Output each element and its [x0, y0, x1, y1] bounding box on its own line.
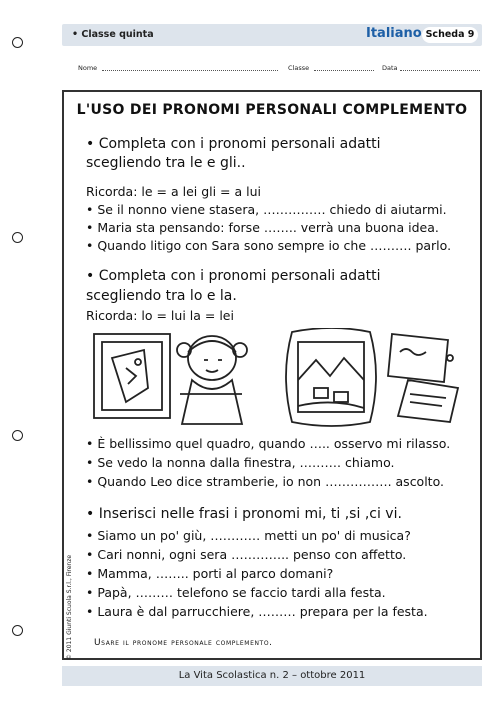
- reminder-2: Ricorda: lo = lui la = lei: [86, 308, 234, 323]
- letters-icon: [388, 334, 458, 422]
- footer-bar: [62, 666, 482, 686]
- exercise-line: • È bellissimo quel quadro, quando ….. osservo mi rilasso.: [86, 436, 451, 451]
- binder-hole: [12, 430, 23, 441]
- date-field[interactable]: [400, 70, 480, 71]
- copyright-text: © 2011 Giunti Scuola S.r.l., Firenze: [66, 554, 73, 660]
- student-fields: [78, 64, 480, 78]
- final-note: Usare il pronome personale complemento.: [94, 638, 273, 648]
- exercise-line: • Quando litigo con Sara sono sempre io che ………. parlo.: [86, 238, 452, 253]
- instruction-1-cont: scegliendo tra le e gli..: [86, 155, 246, 171]
- exercise-line: • Mamma, …….. porti al parco domani?: [86, 566, 334, 581]
- instruction-2-cont: scegliendo tra lo e la.: [86, 288, 237, 304]
- exercise-line: • Se vedo la nonna dalla finestra, ………. chiamo.: [86, 455, 395, 470]
- class-field-label: Classe: [288, 64, 310, 72]
- exercise-box: [62, 90, 482, 660]
- exercise-line: • Se il nonno viene stasera, …………… chiedo di aiutarmi.: [86, 202, 447, 217]
- binder-hole: [12, 37, 23, 48]
- reminder-1: Ricorda: le = a lei gli = a lui: [86, 184, 262, 199]
- instruction-2: • Completa con i pronomi personali adatti: [86, 268, 381, 284]
- illustration: [92, 328, 462, 428]
- instruction-1: • Completa con i pronomi personali adatti: [86, 136, 381, 152]
- name-field[interactable]: [102, 70, 278, 71]
- class-field[interactable]: [314, 70, 374, 71]
- binder-hole: [12, 625, 23, 636]
- header-bar: [62, 24, 482, 46]
- exercise-line: • Cari nonni, ogni sera ………….. penso con affetto.: [86, 547, 407, 562]
- exercise-line: • Quando Leo dice stramberie, io non ……………. ascolto.: [86, 474, 444, 489]
- exercise-line: • Maria sta pensando: forse …….. verrà una buona idea.: [86, 220, 439, 235]
- name-label: Nome: [78, 64, 98, 72]
- sheet-number: Scheda 9: [422, 27, 478, 43]
- footer-text: La Vita Scolastica n. 2 – ottobre 2011: [178, 670, 366, 681]
- class-label: • Classe quinta: [72, 29, 154, 40]
- exercise-line: • Laura è dal parrucchiere, ……… prepara per la festa.: [86, 604, 428, 619]
- date-label: Data: [382, 64, 398, 72]
- face-painting-icon: [94, 334, 170, 418]
- girl-icon: [177, 336, 247, 424]
- binder-hole: [12, 232, 23, 243]
- subject-title: Italiano: [366, 26, 422, 41]
- landscape-painting-icon: [286, 328, 376, 426]
- page-title: L'USO DEI PRONOMI PERSONALI COMPLEMENTO: [76, 102, 468, 118]
- exercise-line: • Siamo un po' giù, ………… metti un po' di musica?: [86, 528, 411, 543]
- exercise-line: • Papà, ……… telefono se faccio tardi alla festa.: [86, 585, 386, 600]
- instruction-3: • Inserisci nelle frasi i pronomi mi, ti ,si ,ci vi.: [86, 506, 402, 522]
